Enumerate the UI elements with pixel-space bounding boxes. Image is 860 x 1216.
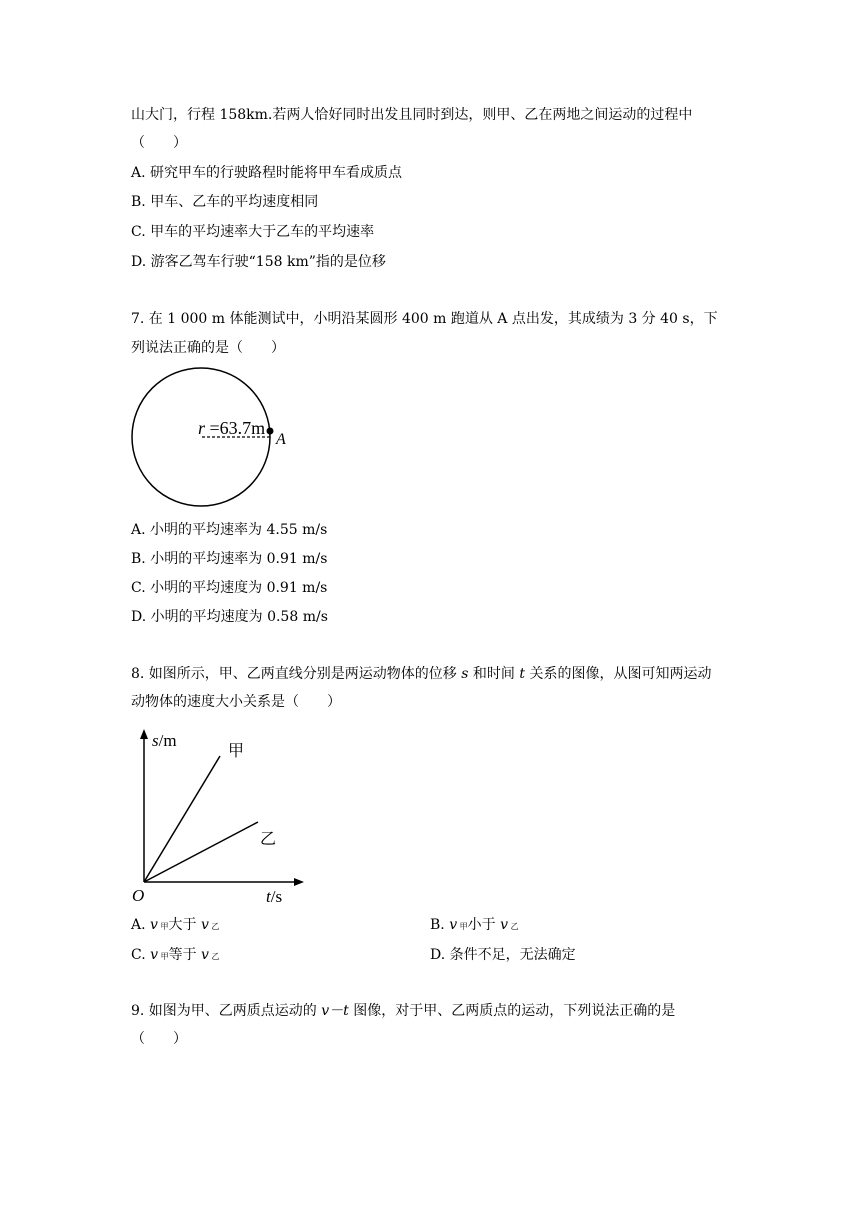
q6-option-d: D. 游客乙驾车行驶“158 km”指的是位移 — [131, 254, 386, 270]
y-axis-arrow — [140, 729, 148, 739]
q6-option-a: A. 研究甲车的行驶路程时能将甲车看成质点 — [131, 165, 403, 181]
point-a-dot — [267, 428, 274, 435]
radius-var: r — [198, 418, 206, 438]
q8-stem-text-b: 和时间 — [468, 666, 520, 682]
q8-option-a: A. v 甲大于 v 乙 — [131, 917, 220, 933]
q9-stem-line1: 9. 如图为甲、乙两质点运动的 v－t 图像，对于甲、乙两质点的运动，下列说法正确的是 — [131, 1003, 676, 1019]
line-yi-label: 乙 — [260, 831, 277, 848]
q7-circle-figure — [130, 365, 300, 513]
q8-option-c: C. v 甲等于 v 乙 — [131, 947, 220, 963]
q8-stem-line2: 动物体的速度大小关系是（ ） — [131, 694, 341, 710]
q8-option-b: B. v 甲小于 v 乙 — [430, 917, 519, 933]
y-axis-label: s/m — [152, 731, 177, 750]
q9-bracket: （ ） — [131, 1031, 187, 1047]
q8-var-s: s — [461, 666, 469, 682]
q6-option-c: C. 甲车的平均速率大于乙车的平均速率 — [131, 224, 375, 240]
q8-st-graph — [128, 726, 308, 906]
q8-option-d: D. 条件不足，无法确定 — [430, 947, 576, 963]
q7-stem-line2: 列说法正确的是（ ） — [131, 340, 285, 356]
origin-label: O — [132, 886, 145, 905]
line-jia — [144, 756, 220, 882]
q8-stem-text-c: 关系的图像，从图可知两运动 — [525, 666, 712, 682]
q8-stem-text-a: 8. 如图所示，甲、乙两直线分别是两运动物体的位移 — [131, 666, 462, 682]
q8-stem-line1 — [131, 664, 711, 684]
q6-text-line: 山大门，行程 158km.若两人恰好同时出发且同时到达，则甲、乙在两地之间运动的过程中 — [131, 107, 693, 123]
q7-option-b: B. 小明的平均速率为 0.91 m/s — [131, 551, 328, 567]
q6-option-b: B. 甲车、乙车的平均速度相同 — [131, 194, 319, 210]
x-axis-label: t/s — [266, 887, 283, 906]
q7-option-a: A. 小明的平均速率为 4.55 m/s — [131, 522, 328, 538]
q7-stem-line1: 7. 在 1 000 m 体能测试中，小明沿某圆形 400 m 跑道从 A 点出发，其成绩为 3 分 40 s，下 — [131, 311, 718, 327]
q6-bracket: （ ） — [131, 135, 187, 151]
q7-option-c: C. 小明的平均速度为 0.91 m/s — [131, 580, 328, 596]
q7-option-d: D. 小明的平均速度为 0.58 m/s — [131, 609, 328, 625]
x-axis-arrow — [294, 878, 304, 886]
line-yi — [144, 822, 258, 882]
line-jia-label: 甲 — [228, 743, 245, 760]
point-a-label: A — [276, 431, 286, 448]
q8-var-t: t — [519, 666, 525, 682]
radius-value: =63.7m — [205, 418, 266, 438]
radius-label — [198, 418, 265, 438]
